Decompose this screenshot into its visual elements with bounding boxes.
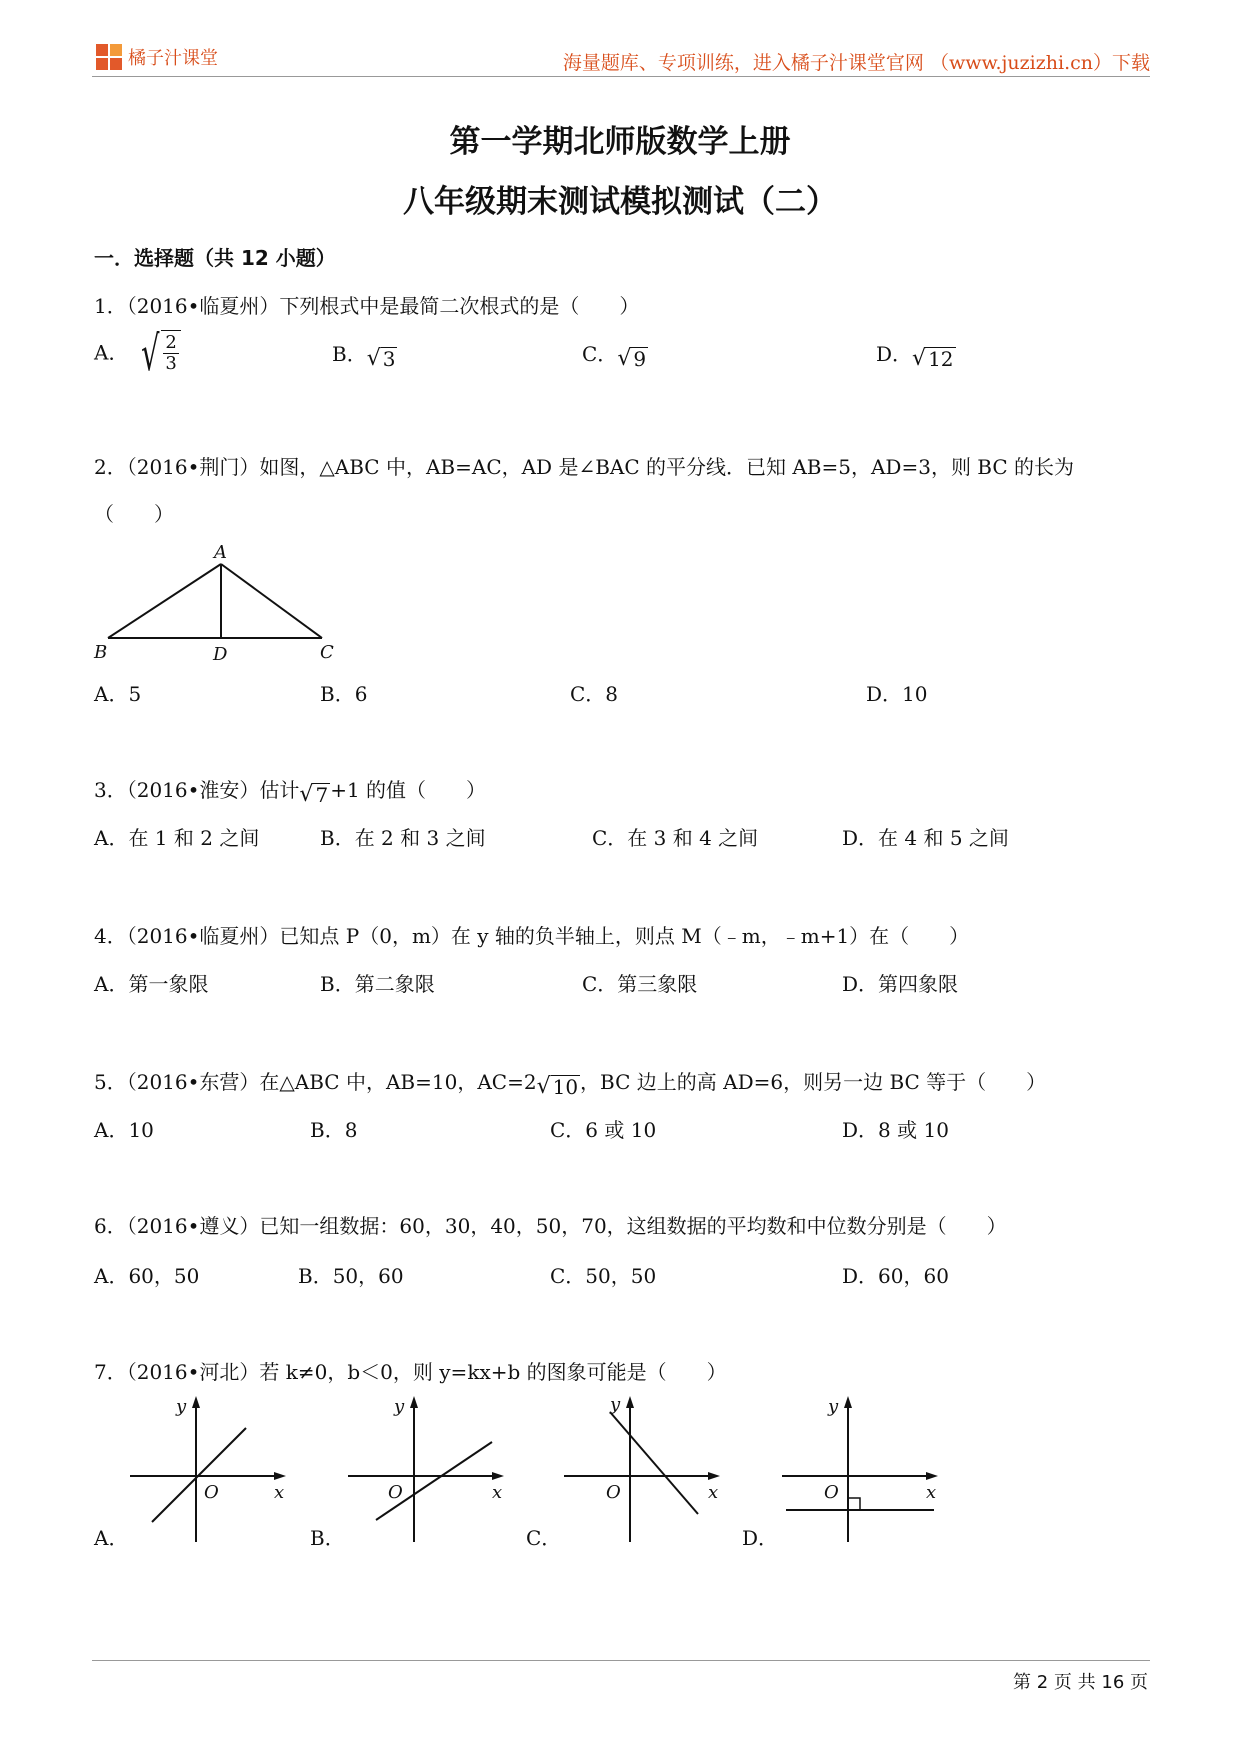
graph-a-origin-label: O xyxy=(204,1482,219,1503)
q5-option-d[interactable]: D．8 或 10 xyxy=(842,1118,949,1142)
q2-option-c[interactable]: C．8 xyxy=(570,682,619,706)
q4-option-d[interactable]: D．第四象限 xyxy=(842,972,959,996)
graph-c-origin-label: O xyxy=(606,1482,621,1503)
logo-text: 橘子汁课堂 xyxy=(128,48,218,69)
side-ab xyxy=(108,564,221,638)
question-4-stem: 4．（2016•临夏州）已知点 P（0，m）在 y 轴的负半轴上，则点 M（﹣m，﹣m+1）在（ ） xyxy=(94,924,970,948)
triangle-figure xyxy=(92,538,342,666)
q2-option-b[interactable]: B．6 xyxy=(320,682,368,706)
question-7-stem: 7．（2016•河北）若 k≠0，b＜0，则 y=kx+b 的图象可能是（ ） xyxy=(94,1360,727,1384)
graph-a-y-label: y xyxy=(176,1396,187,1417)
side-ac xyxy=(221,564,322,638)
q6-option-b[interactable]: B．50，60 xyxy=(298,1264,404,1288)
graph-b-y-label: y xyxy=(394,1396,405,1417)
q2-option-a[interactable]: A．5 xyxy=(94,682,142,706)
q7-option-d[interactable]: D． xyxy=(742,1526,779,1550)
question-2-stem: 2．（2016•荆门）如图，△ABC 中，AB=AC，AD 是∠BAC 的平分线．已知 AB=5，AD=3，则 BC 的长为 xyxy=(94,455,1075,479)
q5-option-b[interactable]: B．8 xyxy=(310,1118,358,1142)
q1-option-a[interactable]: A． √ $\frac{2}{3}$ xyxy=(94,330,181,378)
graph-c-x-label: x xyxy=(708,1482,719,1503)
q3-option-b[interactable]: B．在 2 和 3 之间 xyxy=(320,826,486,850)
q3-option-a[interactable]: A．在 1 和 2 之间 xyxy=(94,826,260,850)
question-5-stem: 5．（2016•东营）在△ABC 中，AB=10，AC=2 √ 10 ，BC 边上的高 AD=6，则另一边 BC 等于（ ） xyxy=(94,1070,1047,1099)
graph-a-x-label: x xyxy=(274,1482,285,1503)
vertex-b-label: B xyxy=(94,642,108,663)
graph-d-origin-label: O xyxy=(824,1482,839,1503)
question-2-stem-cont: （ ） xyxy=(94,502,174,526)
header-divider xyxy=(92,76,1150,77)
graph-a xyxy=(128,1392,293,1542)
graph-c-y-label: y xyxy=(610,1394,621,1415)
page-title: 第一学期北师版数学上册 xyxy=(449,124,791,160)
q2-option-d[interactable]: D．10 xyxy=(866,682,928,706)
question-1-stem: 1．（2016•临夏州）下列根式中是最简二次根式的是（ ） xyxy=(94,294,640,318)
footer-divider xyxy=(92,1660,1150,1661)
page-subtitle: 八年级期末测试模拟测试（二） xyxy=(403,184,837,220)
q4-option-c[interactable]: C．第三象限 xyxy=(582,972,698,996)
q6-option-c[interactable]: C．50，50 xyxy=(550,1264,657,1288)
q6-option-a[interactable]: A．60，50 xyxy=(94,1264,200,1288)
header-site-link[interactable]: 海量题库、专项训练，进入橘子汁课堂官网 （www.juzizhi.cn）下载 xyxy=(562,52,1150,74)
q1-option-b[interactable]: B． √ 3 xyxy=(332,342,396,371)
q4-option-b[interactable]: B．第二象限 xyxy=(320,972,435,996)
question-3-stem: 3．（2016•淮安）估计 √ 7 +1 的值（ ） xyxy=(94,778,487,807)
graph-d xyxy=(780,1392,945,1542)
q3-option-c[interactable]: C．在 3 和 4 之间 xyxy=(592,826,759,850)
page-number: 第 2 页 共 16 页 xyxy=(1013,1672,1148,1693)
logo-icon xyxy=(96,44,122,70)
section-heading: 一．选择题（共 12 小题） xyxy=(94,246,336,270)
q5-option-c[interactable]: C．6 或 10 xyxy=(550,1118,657,1142)
point-d-label: D xyxy=(213,644,228,665)
vertex-a-label: A xyxy=(214,542,227,563)
q7-option-c[interactable]: C． xyxy=(526,1526,562,1550)
brand-logo xyxy=(96,44,218,70)
vertex-c-label: C xyxy=(320,642,334,663)
q4-option-a[interactable]: A．第一象限 xyxy=(94,972,209,996)
graph-d-y-label: y xyxy=(828,1396,839,1417)
q7-option-a[interactable]: A． xyxy=(94,1526,129,1550)
question-6-stem: 6．（2016•遵义）已知一组数据：60，30，40，50，70，这组数据的平均数和中位数分别是（ ） xyxy=(94,1214,1007,1238)
graph-b-origin-label: O xyxy=(388,1482,403,1503)
graph-b-x-label: x xyxy=(492,1482,503,1503)
graph-c xyxy=(562,1392,727,1542)
q6-option-d[interactable]: D．60，60 xyxy=(842,1264,949,1288)
graph-d-x-label: x xyxy=(926,1482,937,1503)
q1-option-d[interactable]: D． √ 12 xyxy=(876,342,954,371)
q1-option-c[interactable]: C． √ 9 xyxy=(582,342,647,371)
q5-option-a[interactable]: A．10 xyxy=(94,1118,154,1142)
q3-option-d[interactable]: D．在 4 和 5 之间 xyxy=(842,826,1009,850)
q7-option-b[interactable]: B． xyxy=(310,1526,345,1550)
graph-b xyxy=(346,1392,511,1542)
